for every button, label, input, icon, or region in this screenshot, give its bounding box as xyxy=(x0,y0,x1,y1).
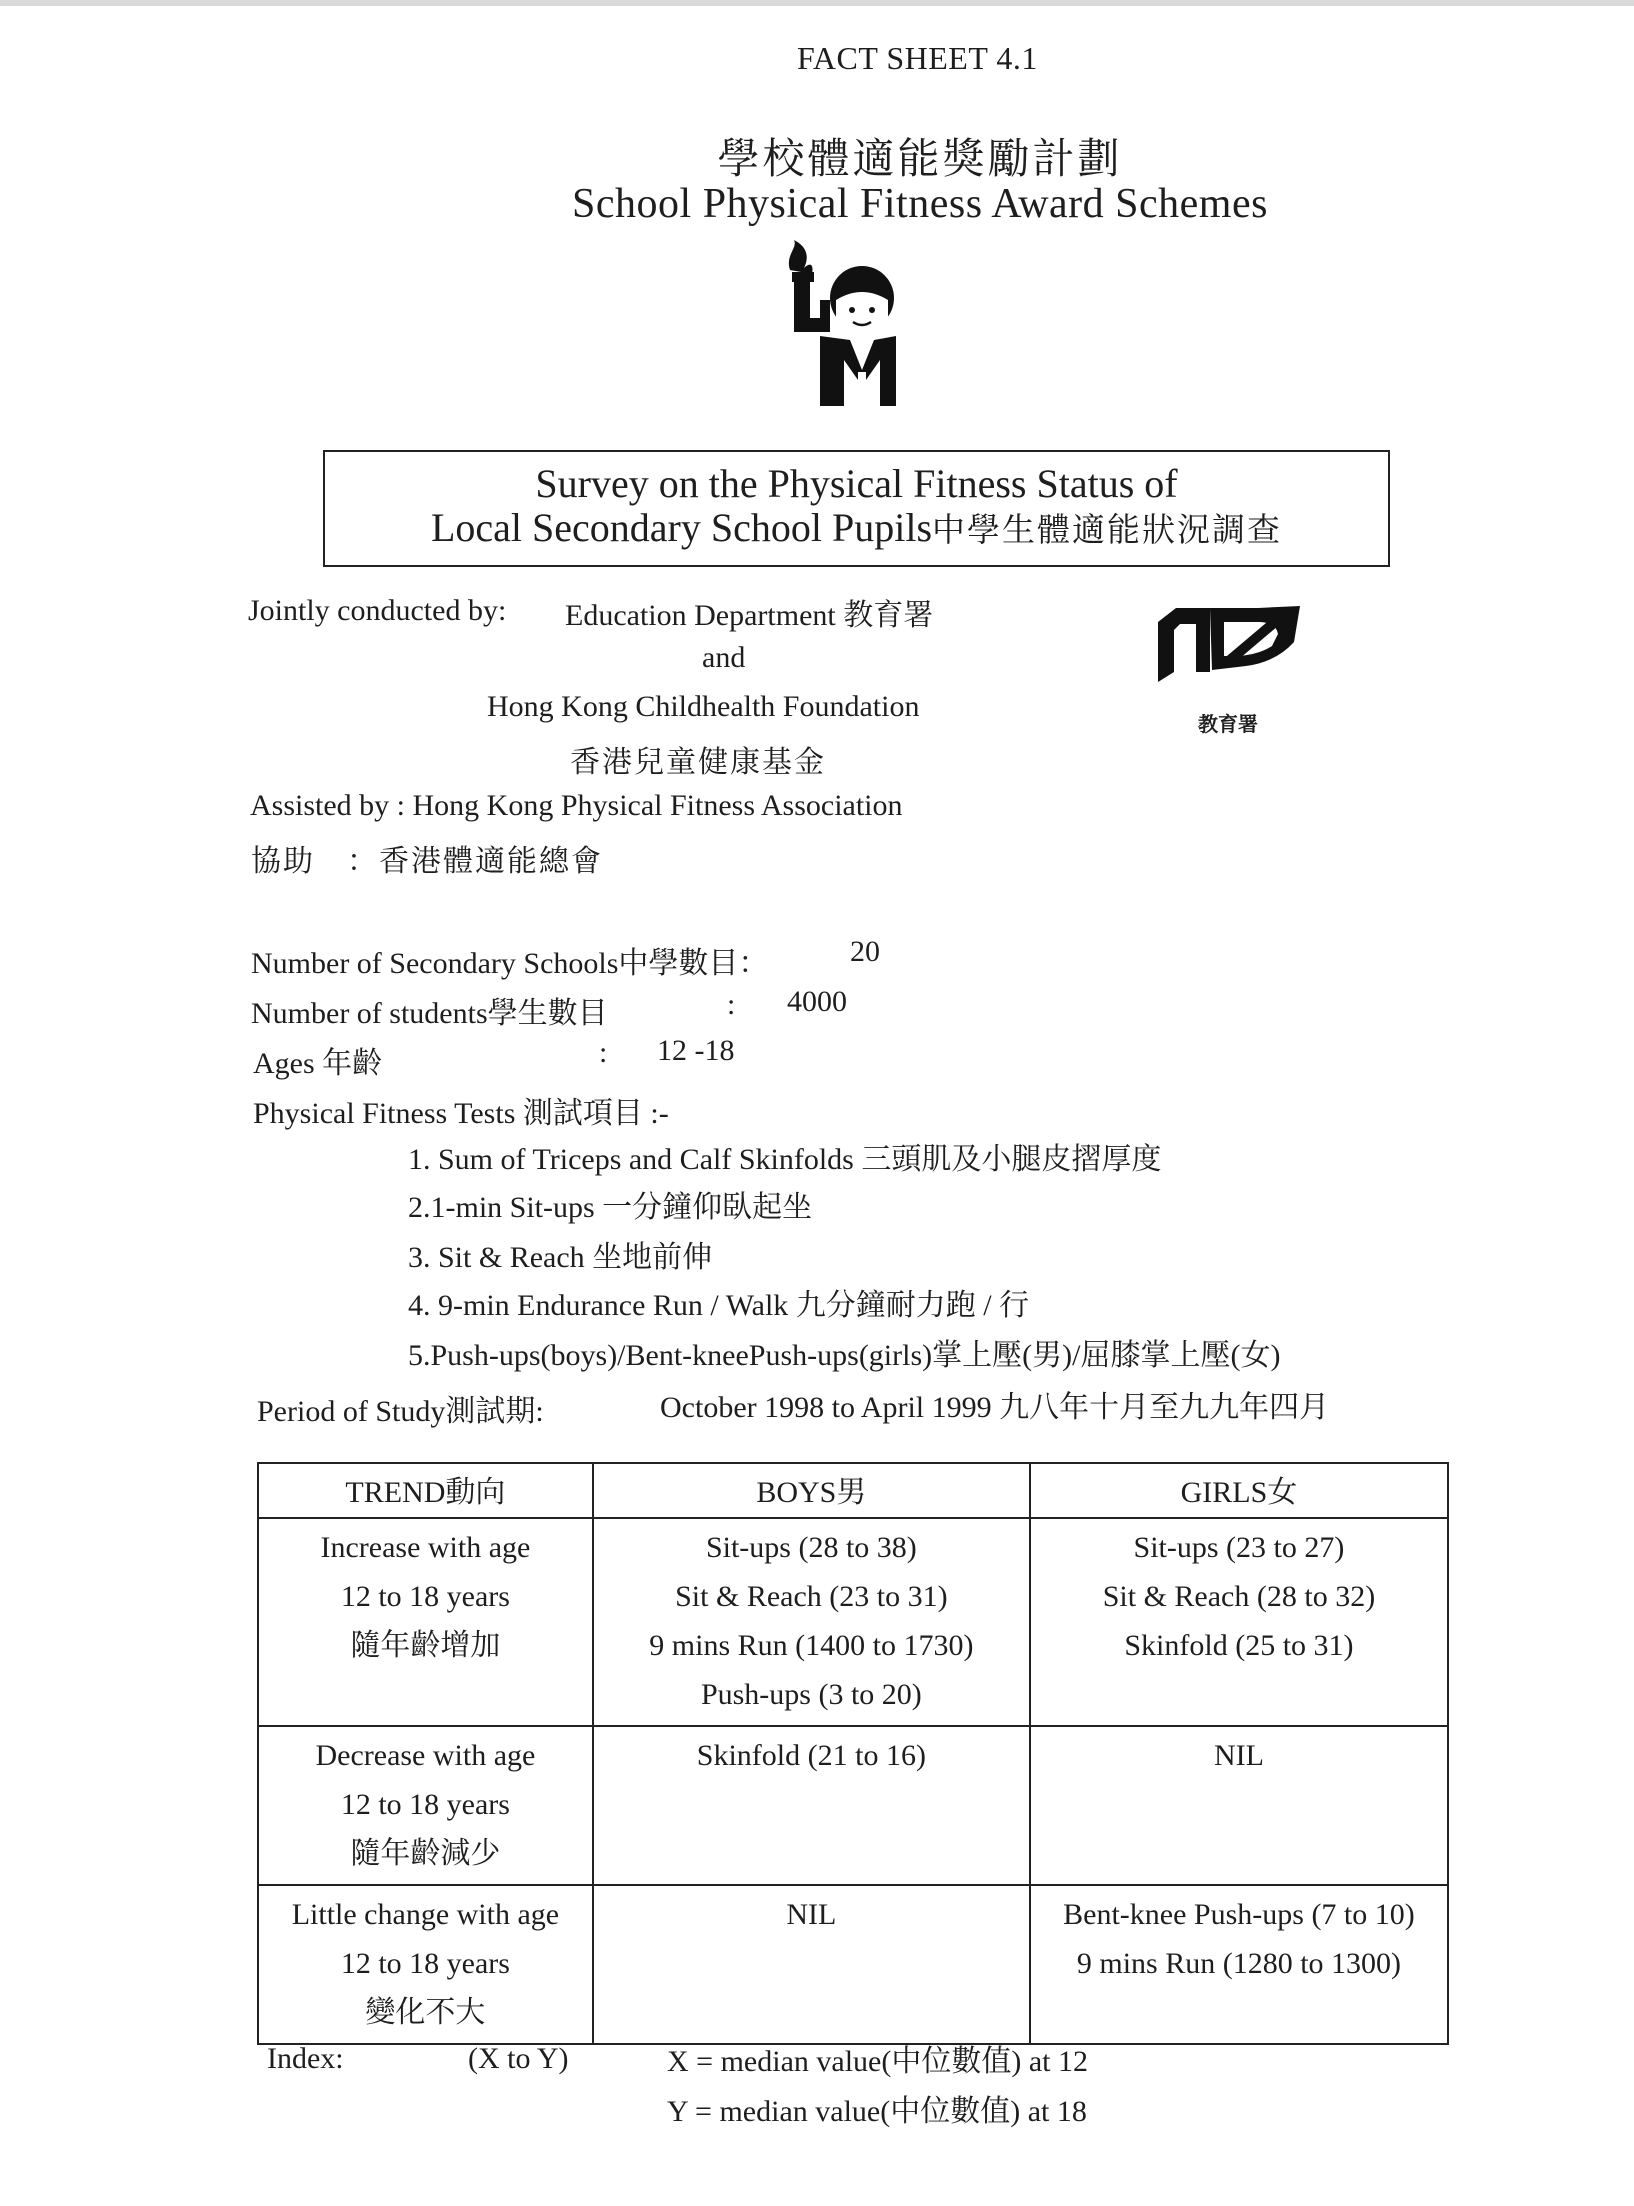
trend-line: Decrease with age xyxy=(315,1739,536,1772)
test-item: 2.1-min Sit-ups 一分鐘仰臥起坐 xyxy=(408,1191,813,1224)
trend-line: Increase with age xyxy=(320,1531,531,1564)
table-header-row xyxy=(258,1463,1448,1518)
index-x-definition: X = median value(中位數值) at 12 xyxy=(667,2045,1088,2078)
education-department-logo-caption: 教育署 xyxy=(1198,712,1258,736)
trend-line: 隨年齡增加 xyxy=(350,1629,501,1662)
trend-line: 12 to 18 years xyxy=(340,1580,510,1613)
boys-cell xyxy=(593,1885,1030,2044)
girls-cell xyxy=(1030,1726,1448,1885)
survey-title-en: Local Secondary School Pupils xyxy=(430,505,933,550)
period-label: Period of Study測試期: xyxy=(257,1395,544,1428)
page-title: School Physical Fitness Award Schemes xyxy=(572,181,1268,227)
torch-mascot-logo xyxy=(780,240,900,410)
assisted-by-en: Assisted by : Hong Kong Physical Fitness Association xyxy=(250,789,903,822)
conducted-label: Jointly conducted by: xyxy=(248,594,507,627)
ages-colon: : xyxy=(599,1036,608,1069)
girls-line: NIL xyxy=(1213,1739,1264,1772)
boys-line: NIL xyxy=(786,1898,837,1931)
test-item: 5.Push-ups(boys)/Bent-kneePush-ups(girls)掌上壓(男)/屈膝掌上壓(女) xyxy=(408,1339,1281,1372)
girls-line: Sit & Reach (28 to 32) xyxy=(1102,1580,1376,1613)
boys-cell xyxy=(593,1726,1030,1885)
trend-table xyxy=(257,1462,1449,2045)
survey-title-cn: 中學生體適能狀況調查 xyxy=(932,513,1283,549)
students-label: Number of students學生數目 xyxy=(251,997,608,1030)
trend-line: Little change with age xyxy=(291,1898,560,1931)
tests-label: Physical Fitness Tests 測試項目 :- xyxy=(253,1097,669,1130)
boys-line: 9 mins Run (1400 to 1730) xyxy=(649,1629,974,1662)
test-item: 3. Sit & Reach 坐地前伸 xyxy=(408,1241,713,1274)
test-item: 1. Sum of Triceps and Calf Skinfolds 三頭肌及小腿皮摺厚度 xyxy=(408,1143,1162,1176)
boys-line: Skinfold (21 to 16) xyxy=(696,1739,926,1772)
students-colon: : xyxy=(727,988,736,1021)
conducted-org2: Hong Kong Childhealth Foundation xyxy=(487,690,920,723)
trend-line: 12 to 18 years xyxy=(340,1788,510,1821)
students-value: 4000 xyxy=(787,985,847,1018)
index-y-definition: Y = median value(中位數值) at 18 xyxy=(667,2095,1087,2128)
conducted-org2-cn: 香港兒童健康基金 xyxy=(570,746,826,779)
conducted-and: and xyxy=(702,641,746,674)
test-item: 4. 9-min Endurance Run / Walk 九分鐘耐力跑 / 行 xyxy=(408,1289,1030,1322)
boys-line: Sit-ups (28 to 38) xyxy=(705,1531,917,1564)
boys-line: Sit & Reach (23 to 31) xyxy=(675,1580,948,1613)
survey-title-line1: Survey on the Physical Fitness Status of xyxy=(535,461,1178,506)
boys-cell xyxy=(593,1518,1030,1726)
assisted-by-cn: 協助 ：香港體適能總會 xyxy=(251,845,603,878)
period-value: October 1998 to April 1999 九八年十月至九九年四月 xyxy=(660,1391,1330,1424)
survey-title-line2 xyxy=(325,506,1388,553)
trend-cell xyxy=(258,1726,593,1885)
trend-cell xyxy=(258,1518,593,1726)
survey-title-box xyxy=(323,450,1390,567)
girls-line: Sit-ups (23 to 27) xyxy=(1133,1531,1345,1564)
trend-cell xyxy=(258,1885,593,2044)
trend-line: 變化不大 xyxy=(365,1996,486,2029)
table-row xyxy=(258,1518,1448,1726)
girls-line: 9 mins Run (1280 to 1300) xyxy=(1076,1947,1402,1980)
schools-value: 20 xyxy=(850,935,880,968)
index-xy: (X to Y) xyxy=(468,2042,569,2075)
table-row xyxy=(258,1885,1448,2044)
scan-edge xyxy=(0,0,1634,6)
girls-line: Bent-knee Push-ups (7 to 10) xyxy=(1063,1898,1415,1931)
fact-sheet-label: FACT SHEET 4.1 xyxy=(797,40,1038,76)
index-label: Index: xyxy=(267,2042,344,2075)
page-title-chinese: 學校體適能獎勵計劃 xyxy=(717,137,1123,183)
trend-line: 12 to 18 years xyxy=(340,1947,510,1980)
ages-value: 12 -18 xyxy=(657,1034,735,1067)
trend-line: 隨年齡減少 xyxy=(350,1837,501,1870)
ages-label: Ages 年齡 xyxy=(253,1047,383,1080)
girls-cell xyxy=(1030,1885,1448,2044)
header-trend: TREND動向 xyxy=(258,1463,593,1518)
boys-line: Push-ups (3 to 20) xyxy=(700,1678,922,1711)
girls-cell xyxy=(1030,1518,1448,1726)
header-boys: BOYS男 xyxy=(593,1463,1030,1518)
header-girls: GIRLS女 xyxy=(1030,1463,1448,1518)
table-row xyxy=(258,1726,1448,1885)
girls-line: Skinfold (25 to 31) xyxy=(1124,1629,1354,1662)
conducted-org1: Education Department 教育署 xyxy=(565,599,934,632)
schools-label: Number of Secondary Schools中學數目： xyxy=(251,947,769,980)
